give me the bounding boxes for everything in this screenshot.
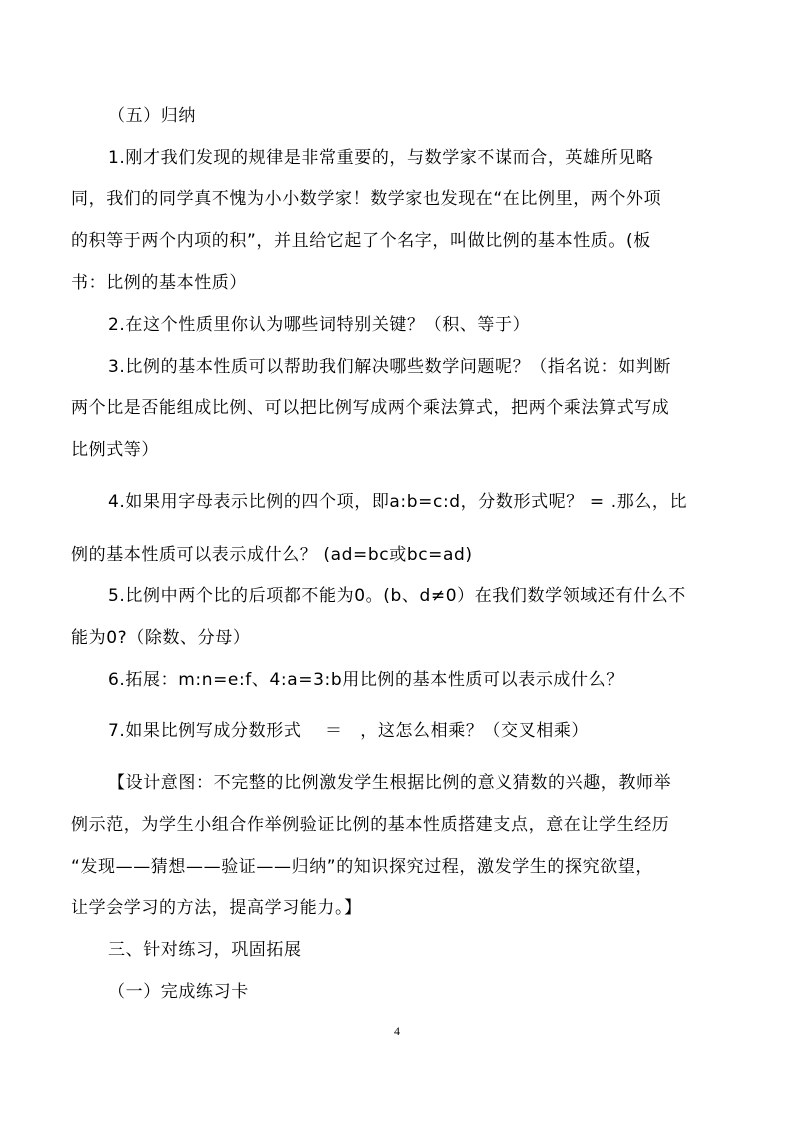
paragraph-line: 5.比例中两个比的后项都不能为0。(b、d≠0）在我们数学领域还有什么不 [108, 586, 686, 606]
paragraph-line: 例的基本性质可以表示成什么？ (ad=bc或bc=ad) [71, 545, 473, 565]
paragraph-line: 的积等于两个内项的积”，并且给它起了个名字，叫做比例的基本性质。(板 [71, 231, 651, 251]
design-intent-line: 例示范，为学生小组合作举例验证比例的基本性质搭建支点，意在让学生经历 [71, 815, 670, 835]
paragraph-line: 书：比例的基本性质） [71, 273, 247, 293]
paragraph-line: 两个比是否能组成比例、可以把比例写成两个乘法算式，把两个乘法算式写成 [71, 398, 670, 418]
section-heading: （五）归纳 [108, 106, 196, 126]
section-heading: 三、针对练习，巩固拓展 [108, 940, 302, 960]
paragraph-line: 4.如果用字母表示比例的四个项，即a:b=c:d，分数形式呢？ = .那么，比 [108, 492, 688, 512]
page-number: 4 [394, 1024, 400, 1038]
paragraph-line: 比例式等） [71, 440, 159, 460]
paragraph-line: 1.刚才我们发现的规律是非常重要的，与数学家不谋而合，英雄所见略 [108, 148, 654, 168]
design-intent-line: “发现——猜想——验证——归纳”的知识探究过程，激发学生的探究欲望， [71, 857, 654, 877]
design-intent-line: 让学会学习的方法，提高学习能力。】 [71, 898, 362, 918]
paragraph-line: 能为0?（除数、分母） [71, 628, 251, 648]
paragraph-line: 7.如果比例写成分数形式 ＝ ，这怎么相乘？（交叉相乘） [108, 721, 590, 741]
paragraph-line: 2.在这个性质里你认为哪些词特别关键？（积、等于） [108, 315, 531, 335]
design-intent-line: 【设计意图：不完整的比例激发学生根据比例的意义猜数的兴趣，教师举 [108, 773, 672, 793]
section-heading: （一）完成练习卡 [108, 982, 249, 1002]
paragraph-line: 同，我们的同学真不愧为小小数学家！数学家也发现在“在比例里，两个外项 [71, 189, 662, 209]
paragraph-line: 6.拓展：m:n=e:f、4:a=3:b用比例的基本性质可以表示成什么？ [108, 670, 624, 690]
paragraph-line: 3.比例的基本性质可以帮助我们解决哪些数学问题呢？（指名说：如判断 [108, 357, 672, 377]
